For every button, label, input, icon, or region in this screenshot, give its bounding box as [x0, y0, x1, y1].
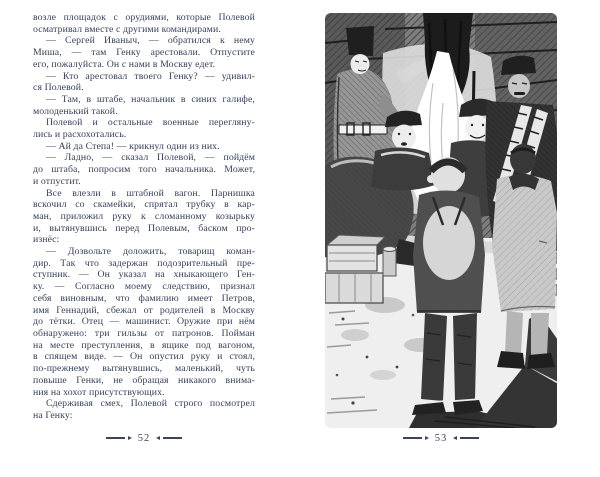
text-line: имя Геннадий, сбежал от родителей в Москву	[33, 304, 255, 316]
footer-ornament-left	[403, 436, 429, 440]
text-line: ся Полевой.	[33, 82, 84, 94]
text-line: — Ладно, — сказал Полевой, — пойдём	[46, 152, 255, 164]
text-line: осматривал вместе с другими командирами.	[33, 23, 221, 35]
text-line: — Сергей Иваныч, — обратился к нему	[46, 35, 255, 47]
text-line: себя виновным, что фамилию имеет Петров,	[33, 292, 255, 304]
text-line: его, пожалуйста. Он с нами в Москву едет.	[33, 58, 216, 70]
text-line: ку. — Согласно моему следствию, признал	[33, 281, 255, 293]
text-line: ман, приложил руку к сломанному козырьку	[33, 210, 255, 222]
text-line: — Там, в штабе, начальник в синих галифе,	[46, 93, 255, 105]
text-line: и, вытянувшись перед Полевым, баском про-	[33, 222, 255, 234]
text-line: Полевой и остальные военные перегляну-	[46, 117, 255, 129]
text-block	[33, 12, 255, 422]
text-line: лись и расхохотались.	[33, 129, 127, 141]
footer-ornament-right	[453, 436, 479, 440]
text-line: ступник. — Он указал на хныкающего Ген-	[33, 269, 255, 281]
footer-ornament-left	[106, 436, 132, 440]
text-line: в спящем виде. — Он опустил руку и стоял,	[33, 351, 255, 363]
text-line: возле площадок с орудиями, которые Полевой	[33, 12, 255, 23]
left-page-footer	[33, 430, 255, 446]
text-line: повыше Генки, не обращая никакого внима-	[33, 374, 255, 386]
text-line: Все влезли в штабной вагон. Парнишка	[46, 187, 255, 199]
footer-ornament-right	[156, 436, 182, 440]
text-line: на Генку:	[33, 409, 73, 421]
text-line: — Ай да Степа! — крикнул один из них.	[46, 140, 220, 152]
text-line: по-прежнему вытянувшись, маленький, чуть	[33, 363, 255, 375]
right-page-footer	[325, 430, 557, 446]
right-page-number: 53	[434, 432, 448, 444]
campfire-scene-illustration	[325, 13, 557, 428]
text-line: вскочил со скамейки, спрятал трубку в кар-	[33, 199, 255, 211]
text-line: изнёс:	[33, 234, 60, 246]
text-line: дир. Так что задержан подозрительный пре-	[33, 257, 255, 269]
text-line: до тётки. Отец — машинист. Оружие при нём	[33, 316, 255, 328]
text-line: и отпустит.	[33, 175, 81, 187]
text-line: Миша, — там Генку арестовали. Отпустите	[33, 47, 255, 59]
text-line: — Дозвольте доложить, товарищ коман-	[46, 246, 255, 258]
text-line: на месте преступления, в ящике под вагоном,	[33, 339, 255, 351]
text-line: — Кто арестовал твоего Генку? — удивил-	[46, 70, 255, 82]
text-line: ния на хохот присутствующих.	[33, 386, 165, 398]
text-line: обнаружено: три гильзы от патронов. Пойман	[33, 327, 255, 339]
left-page-number: 52	[137, 432, 151, 444]
text-line: молоденький такой.	[33, 105, 118, 117]
text-line: до штаба, попросим того начальника. Может,	[33, 164, 255, 176]
text-line: Сдерживая смех, Полевой строго посмотрел	[46, 398, 255, 410]
campfire-illustration-svg	[325, 13, 557, 428]
